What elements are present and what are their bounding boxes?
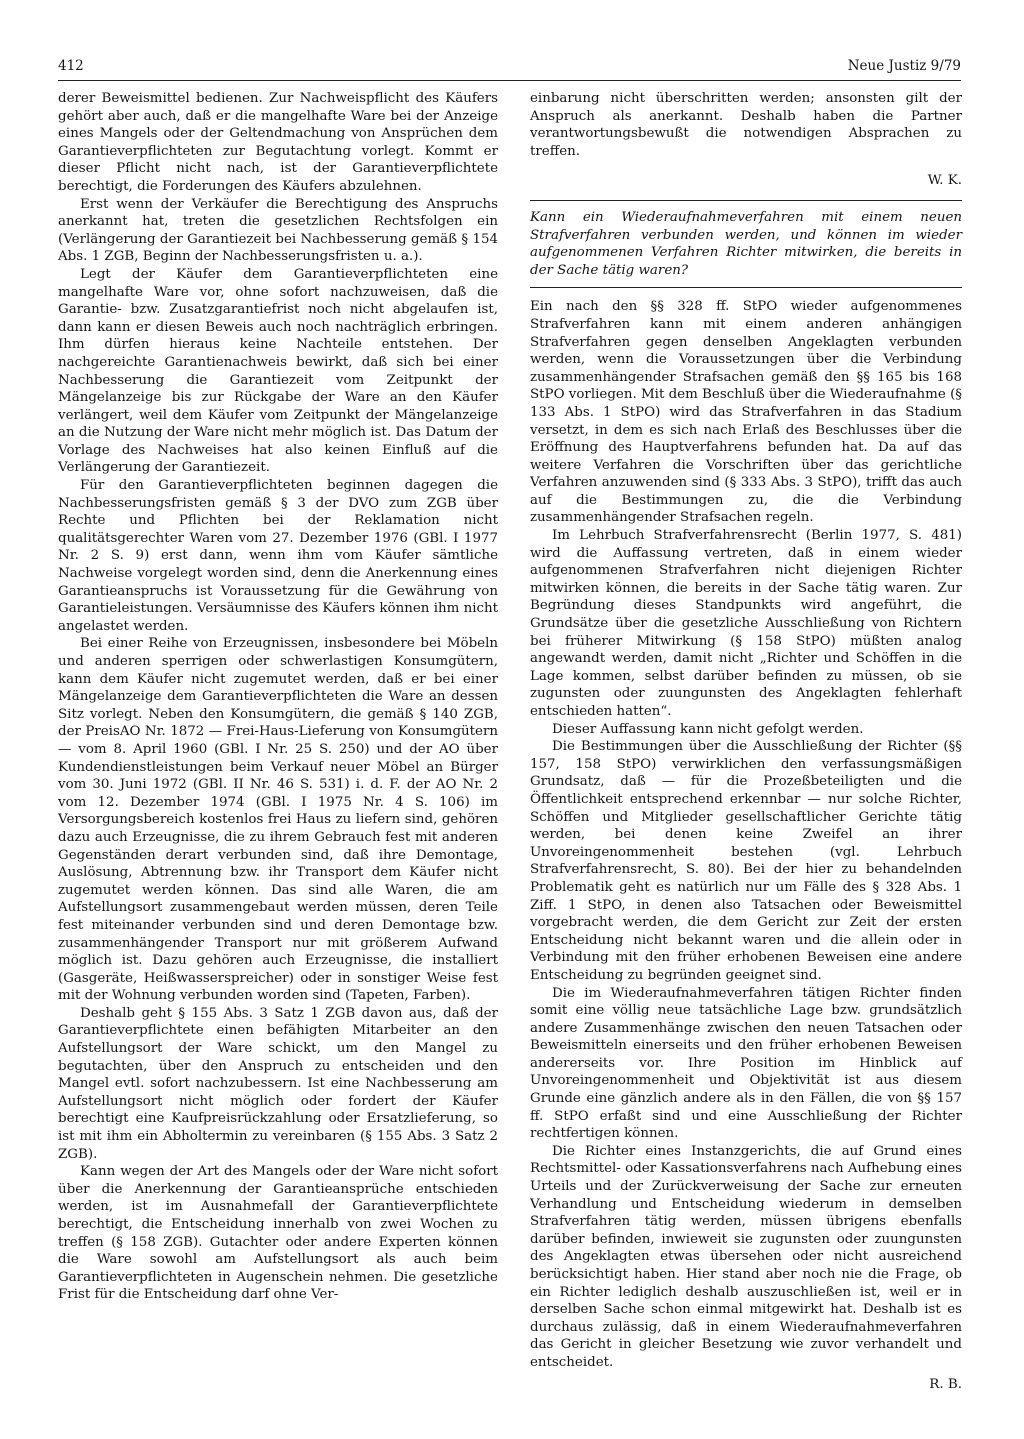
section-divider <box>530 200 962 201</box>
paragraph: Für den Garantieverpflichteten beginnen dagegen die Nachbesserungsfristen gemäß § 3 der DVO zum ZGB über Rechte und Pflichten bei der Reklamation nicht qualitätsgerechter Waren vom 27. Dezember 1976 (GBl. I 1977 Nr. 2 S. 9) erst dann, wenn ihm vom Käufer sämtliche Nachweise vorgelegt worden sind, denn die Anerkennung eines Garantieanspruchs ist Voraussetzung für die Gewährung von Garantieleistungen. Versäumnisse des Käufers können ihm nicht angelastet werden. <box>58 478 498 634</box>
author-initials: R. B. <box>929 1376 962 1392</box>
paragraph: Die Bestimmungen über die Ausschließung der Richter (§§ 157, 158 StPO) verwirklichen den verfassungsmäßigen Grundsatz, daß — für die Prozeßbeteiligten und die Öffentlichkeit entsprechend erkennbar — nur solche Richter, Schöffen und Mitglieder gesellschaftlicher Gerichte tätig werden, bei denen keine Zweifel an ihrer Unvoreingenommenheit bestehen (vgl. Lehrbuch Strafverfahrensrecht, S. 80). Bei der hier zu behandelnden Problematik geht es natürlich nur um Fälle des § 328 Abs. 1 Ziff. 1 StPO, in denen also Tatsachen oder Beweismittel vorgebracht werden, die dem Gericht zur Zeit der ersten Entscheidung nicht bekannt waren und die allein oder in Verbindung mit den früher erhobenen Beweisen eine andere Entscheidung zu begründen geeignet sind. <box>530 739 962 983</box>
paragraph: Die im Wiederaufnahmeverfahren tätigen Richter finden somit eine völlig neue tatsächliche Lage bzw. grundsätzlich andere Zusammenhänge zwischen den neuen Tatsachen oder Beweismitteln einerseits und den früher erhobenen Beweisen andererseits vor. Ihre Position im Hinblick auf Unvoreingenommenheit und Objektivität ist aus diesem Grunde eine gänzlich andere als in den Fällen, die von §§ 157 ff. StPO erfaßt sind und eine Ausschließung der Richter rechtfertigen können. <box>530 985 962 1142</box>
paragraph: Ein nach den §§ 328 ff. StPO wieder aufgenommenes Strafverfahren kann mit einem anderen anhängigen Strafverfahren gegen denselben Angeklagten verbunden werden, wenn die Voraussetzungen über die Verbindung zusammenhängender Strafsachen gemäß den §§ 165 bis 168 StPO vorliegen. Mit dem Beschluß über die Wiederaufnahme (§ 133 Abs. 1 StPO) wird das Strafverfahren in das Stadium versetzt, in dem es sich nach Erlaß des Beschlusses über die Eröffnung des Hauptverfahrens befunden hat. Da auf das weitere Verfahren die Vorschriften über das gerichtliche Verfahren anzuwenden sind (§ 333 Abs. 3 StPO), trifft das auch auf die Bestimmungen zu, die die Verbindung zusammenhängender Strafsachen regeln. <box>530 299 962 526</box>
author-initials: W. K. <box>927 173 962 189</box>
paragraph: Die Richter eines Instanzgerichts, die auf Grund eines Rechtsmittel- oder Kassationsverfahrens nach Aufhebung eines Urteils und der Zurückverweisung der Sache zur erneuten Verhandlung und Entscheidung wiederum in demselben Strafverfahren tätig werden, müssen übrigens ebenfalls darüber befinden, inwieweit sie zugunsten oder zuungunsten des Angeklagten etwas übersehen oder nicht ausreichend berücksichtigt haben. Hier stand aber noch nie die Frage, ob ein Richter lediglich deshalb auszuschließen ist, weil er in derselben Sache schon einmal mitgewirkt hat. Deshalb ist es durchaus zulässig, daß in einem Wiederaufnahmeverfahren das Gericht in gleicher Besetzung wie zuvor verhandelt und entscheidet. <box>530 1143 962 1370</box>
journal-issue: Neue Justiz 9/79 <box>847 58 961 74</box>
page-header <box>58 58 961 81</box>
paragraph: Legt der Käufer dem Garantieverpflichteten eine mangelhafte Ware vor, ohne sofort nachzuweisen, daß die Garantie- bzw. Zusatzgarantiefrist noch nicht abgelaufen ist, dann kann er diesen Beweis auch noch nachträglich erbringen. Ihm dürfen hieraus keine Nachteile entstehen. Der nachgereichte Garantienachweis bewirkt, daß sich bei einer Nachbesserung die Garantiezeit vom Zeitpunkt der Mängelanzeige bis zur Rückgabe der Ware an den Käufer verlängert, weil dem Käufer vom Zeitpunkt der Mängelanzeige an die Nutzung der Ware nicht mehr möglich ist. Das Datum der Vorlage des Nachweises hat also keinen Einfluß auf die Verlängerung der Garantiezeit. <box>58 266 498 476</box>
paragraph: Bei einer Reihe von Erzeugnissen, insbesondere bei Möbeln und anderen sperrigen oder schwerlastigen Konsumgütern, kann dem Käufer nicht zugemutet werden, daß er bei einer Mängelanzeige dem Garantieverpflichteten die Ware an dessen Sitz vorlegt. Neben den Konsumgütern, die gemäß § 140 ZGB, der PreisAO Nr. 1872 — Frei-Haus-Lieferung von Konsumgütern — vom 8. April 1960 (GBl. I Nr. 25 S. 250) und der AO über Kundendienstleistungen beim Verkauf neuer Möbel an Bürger vom 30. Juni 1972 (GBl. II Nr. 46 S. 531) i. d. F. der AO Nr. 2 vom 12. Dezember 1974 (GBl. I 1975 Nr. 4 S. 106) im Versorgungsbereich kostenlos frei Haus zu liefern sind, gehören dazu auch Erzeugnisse, die zu ihrem Gebrauch fest mit anderen Gegenständen derart verbunden sind, daß ihre Demontage, Auslösung, Abtrennung bzw. ihr Transport dem Käufer nicht zugemutet werden können. Das sind alle Waren, die am Aufstellungsort zusammengebaut werden müssen, deren Teile fest miteinander verbunden sind und deren Demontage bzw. zusammenhängender Transport nur mit größerem Aufwand möglich ist. Dazu gehören auch Erzeugnisse, die installiert (Gasgeräte, Heißwasserspreicher) oder in sonstiger Weise fest mit der Wohnung verbunden worden sind (Tapeten, Farben). <box>58 636 498 1004</box>
paragraph: Kann wegen der Art des Mangels oder der Ware nicht sofort über die Anerkennung der Garantieansprüche entschieden werden, ist im Ausnahmefall der Garantieverpflichtete berechtigt, die Entscheidung innerhalb von zwei Wochen zu treffen (§ 158 ZGB). Gutachter oder andere Experten können die Ware sowohl am Aufstellungsort als auch beim Garantieverpflichteten in Augenschein nehmen. Die gesetzliche Frist für die Entscheidung darf ohne Ver- <box>58 1164 498 1303</box>
right-column <box>530 90 962 1393</box>
paragraph: Deshalb geht § 155 Abs. 3 Satz 1 ZGB davon aus, daß der Garantieverpflichtete einen befähigten Mitarbeiter an den Aufstellungsort der Ware schickt, um den Mangel zu begutachten, über den Anspruch zu entscheiden und den Mangel evtl. sofort nachzubessern. Ist eine Nachbesserung am Aufstellungsort nicht möglich oder fordert der Käufer berechtigt eine Kaufpreisrückzahlung oder Ersatzlieferung, so ist mit ihm ein Abholtermin zu vereinbaren (§ 155 Abs. 3 Satz 2 ZGB). <box>58 1005 498 1162</box>
paragraph: derer Beweismittel bedienen. Zur Nachweispflicht des Käufers gehört aber auch, daß er die mangelhafte Ware bei der Anzeige eines Mangels oder der Geltendmachung von Ansprüchen dem Garantieverpflichteten zur Begutachtung vorlegt. Kommt er dieser Pflicht nicht nach, ist der Garantieverpflichtete berechtigt, die Forderungen des Käufers abzulehnen. <box>58 91 498 194</box>
paragraph: Erst wenn der Verkäufer die Berechtigung des Anspruchs anerkannt hat, treten die gesetzlichen Rechtsfolgen ein (Verlängerung der Garantiezeit bei Nachbesserung gemäß § 154 Abs. 1 ZGB, Beginn der Nachbesserungsfristen u. a.). <box>58 196 498 265</box>
paragraph: einbarung nicht überschritten werden; ansonsten gilt der Anspruch als anerkannt. Deshalb haben die Partner verantwortungsbewußt die notwendigen Absprachen zu treffen. <box>530 91 962 159</box>
page-number: 412 <box>58 58 84 74</box>
paragraph: Dieser Auffassung kann nicht gefolgt werden. <box>552 721 864 737</box>
paragraph: Im Lehrbuch Strafverfahrensrecht (Berlin 1977, S. 481) wird die Auffassung vertreten, daß in einem wieder aufgenommenen Strafverfahren nicht diejenigen Richter mitwirken können, die bereits in der Sache tätig waren. Zur Begründung dieses Standpunkts wird angeführt, die Grundsätze über die gesetzliche Ausschließung von Richtern bei früherer Mitwirkung (§ 158 StPO) müßten analog angewandt werden, damit nicht „Richter und Schöffen in die Lage kommen, selbst darüber befinden zu müssen, ob sie zugunsten oder zuungunsten des Angeklagten fehlerhaft entschieden hatten“. <box>530 528 962 719</box>
question-heading: Kann ein Wiederaufnahmeverfahren mit einem neuen Strafverfahren verbunden werden, und können im wieder aufgenommenen Verfahren Richter mitwirken, die bereits in der Sache tätig waren? <box>530 207 962 288</box>
left-column <box>58 90 498 1304</box>
